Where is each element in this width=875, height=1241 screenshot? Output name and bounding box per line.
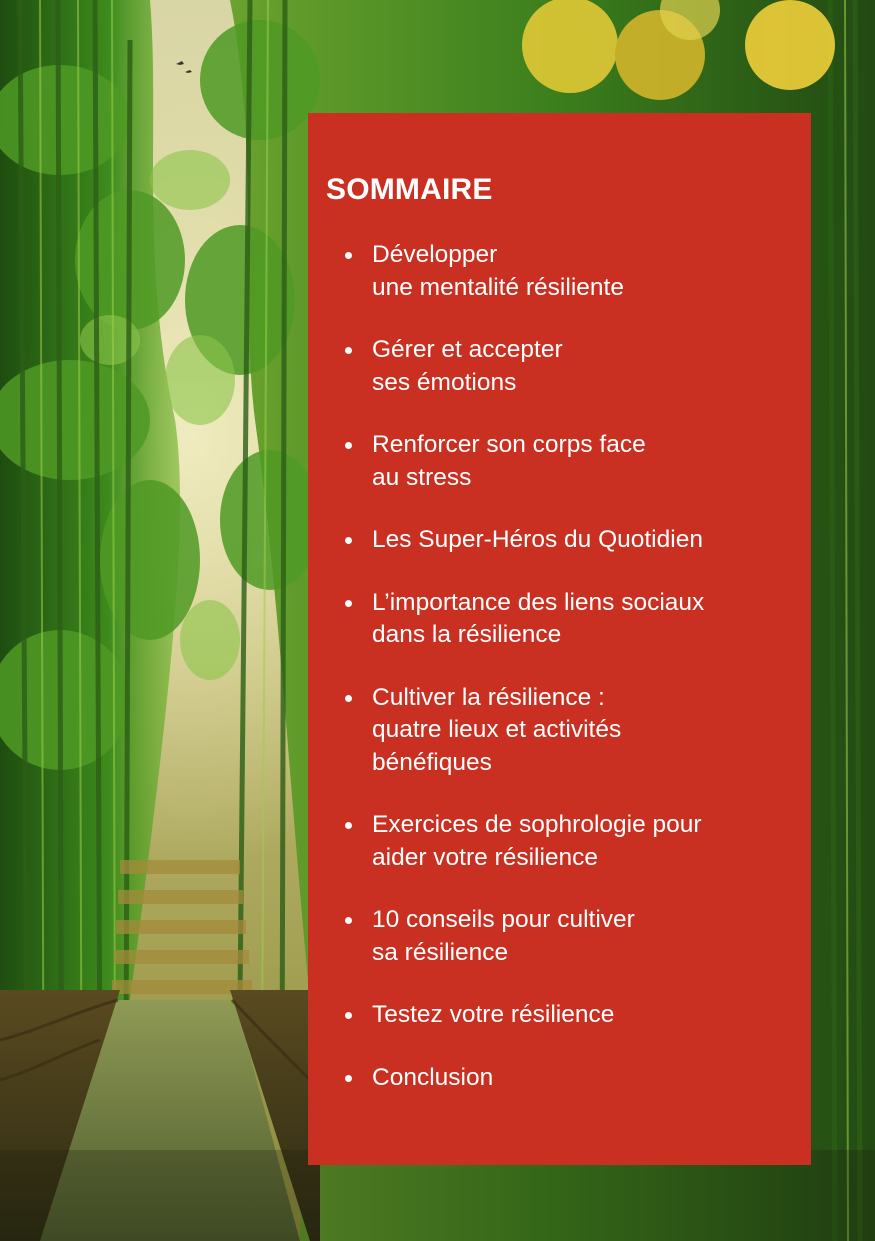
- bullet-icon: [345, 1075, 352, 1082]
- summary-item: [326, 334, 791, 399]
- summary-item-label: Cultiver la résilience : quatre lieux et activités bénéfiques: [372, 683, 622, 776]
- bullet-icon: [345, 1012, 352, 1019]
- bullet-icon: [345, 537, 352, 544]
- summary-item-label: Conclusion: [372, 1063, 494, 1091]
- summary-item-label: Développer une mentalité résiliente: [372, 241, 624, 301]
- summary-item: [326, 239, 791, 304]
- summary-panel: [308, 113, 811, 1165]
- bullet-icon: [345, 917, 352, 924]
- summary-item-label: Les Super-Héros du Quotidien: [372, 526, 703, 553]
- bullet-icon: [345, 252, 352, 259]
- summary-item: [326, 999, 791, 1032]
- bullet-icon: [345, 600, 352, 607]
- bullet-icon: [345, 695, 352, 702]
- summary-item: [326, 524, 791, 557]
- summary-list: [326, 239, 791, 1094]
- bullet-icon: [345, 822, 352, 829]
- summary-item: [326, 429, 791, 494]
- summary-item-label: Exercices de sophrologie pour aider votre résilience: [372, 811, 702, 871]
- summary-item: [326, 1062, 791, 1095]
- summary-item: [326, 587, 791, 652]
- summary-item-label: Testez votre résilience: [372, 1001, 615, 1028]
- summary-item: [326, 809, 791, 874]
- bullet-icon: [345, 347, 352, 354]
- bullet-icon: [345, 442, 352, 449]
- summary-item: [326, 682, 791, 780]
- summary-item-label: Renforcer son corps face au stress: [372, 431, 646, 491]
- summary-item-label: L’importance des liens sociaux dans la résilience: [372, 588, 705, 648]
- summary-item: [326, 904, 791, 969]
- summary-item-label: 10 conseils pour cultiver sa résilience: [372, 906, 635, 966]
- summary-title: SOMMAIRE: [326, 173, 493, 206]
- summary-item-label: Gérer et accepter ses émotions: [372, 336, 563, 396]
